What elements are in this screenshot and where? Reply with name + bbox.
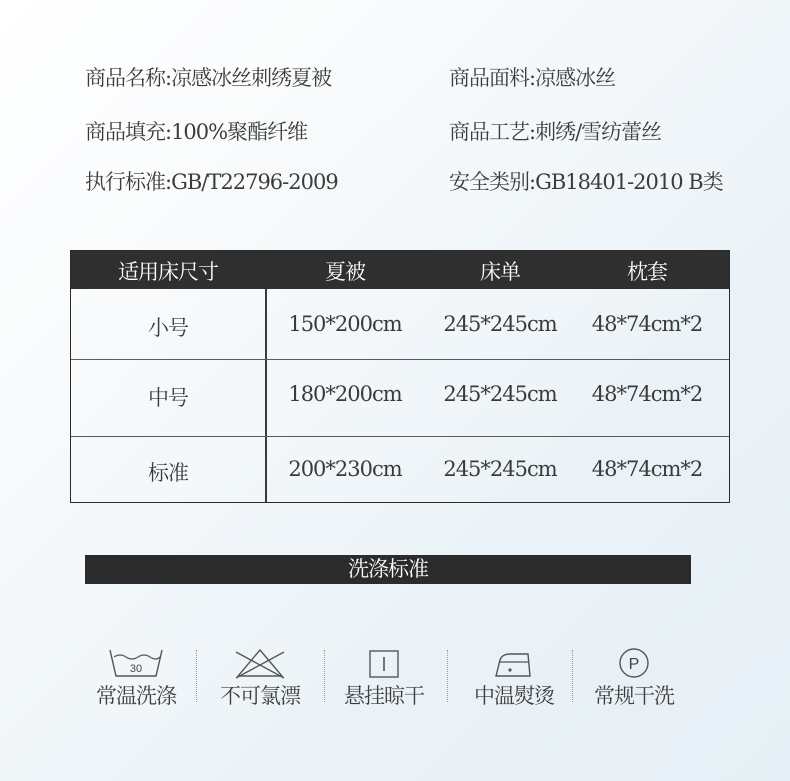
- row-size-label: 小号: [148, 316, 188, 340]
- care-item: [334, 646, 434, 710]
- row-sheet-size: 245*245cm: [443, 382, 557, 406]
- wash-temp-text: 30: [129, 663, 143, 675]
- row-pillowcase-size: 48*74cm*2: [591, 382, 703, 406]
- dry-clean-letter: P: [628, 656, 640, 673]
- care-item: [88, 646, 184, 710]
- row-divider: [71, 359, 729, 360]
- product-safety: 安全类别:GB18401-2010 B类: [449, 170, 723, 194]
- row-sheet-size: 245*245cm: [443, 312, 557, 336]
- product-fabric: 商品面料:凉感冰丝: [449, 66, 616, 90]
- care-item: [584, 646, 684, 710]
- hang-dry-icon: [354, 646, 414, 680]
- header-pillowcase: 枕套: [627, 260, 667, 284]
- table-header: [71, 251, 729, 289]
- size-table: [70, 250, 730, 503]
- row-size-label: 中号: [148, 386, 188, 410]
- row-pillowcase-size: 48*74cm*2: [591, 457, 703, 481]
- no-bleach-icon: [230, 646, 290, 680]
- dry-clean-icon: [604, 646, 664, 680]
- care-label-wash: 常温洗涤: [96, 684, 176, 708]
- care-separator: [447, 650, 448, 702]
- wash-title-bar: 洗涤标准: [85, 555, 691, 584]
- care-item: [464, 646, 564, 710]
- product-standard: 执行标准:GB/T22796-2009: [85, 170, 338, 194]
- header-quilt: 夏被: [325, 260, 365, 284]
- row-quilt-size: 200*230cm: [288, 457, 402, 481]
- care-separator: [196, 650, 197, 702]
- row-sheet-size: 245*245cm: [443, 457, 557, 481]
- care-label-iron: 中温熨烫: [474, 684, 554, 708]
- product-name: 商品名称:凉感冰丝刺绣夏被: [85, 66, 332, 90]
- care-separator: [324, 650, 325, 702]
- wash-30-icon: [106, 646, 166, 680]
- header-bed-size: 适用床尺寸: [118, 260, 218, 284]
- row-divider: [71, 436, 729, 437]
- row-pillowcase-size: 48*74cm*2: [591, 312, 703, 336]
- header-sheet: 床单: [480, 260, 520, 284]
- care-label-no-bleach: 不可氯漂: [220, 684, 300, 708]
- product-filling: 商品填充:100%聚酯纤维: [85, 120, 308, 144]
- care-item: [210, 646, 310, 710]
- row-quilt-size: 180*200cm: [288, 382, 402, 406]
- row-quilt-size: 150*200cm: [288, 312, 402, 336]
- product-craft: 商品工艺:刺绣/雪纺蕾丝: [449, 120, 662, 144]
- iron-medium-icon: [484, 646, 544, 680]
- care-label-hang-dry: 悬挂晾干: [344, 684, 424, 708]
- care-separator: [572, 650, 573, 702]
- row-size-label: 标准: [148, 461, 188, 485]
- care-label-dry-clean: 常规干洗: [594, 684, 674, 708]
